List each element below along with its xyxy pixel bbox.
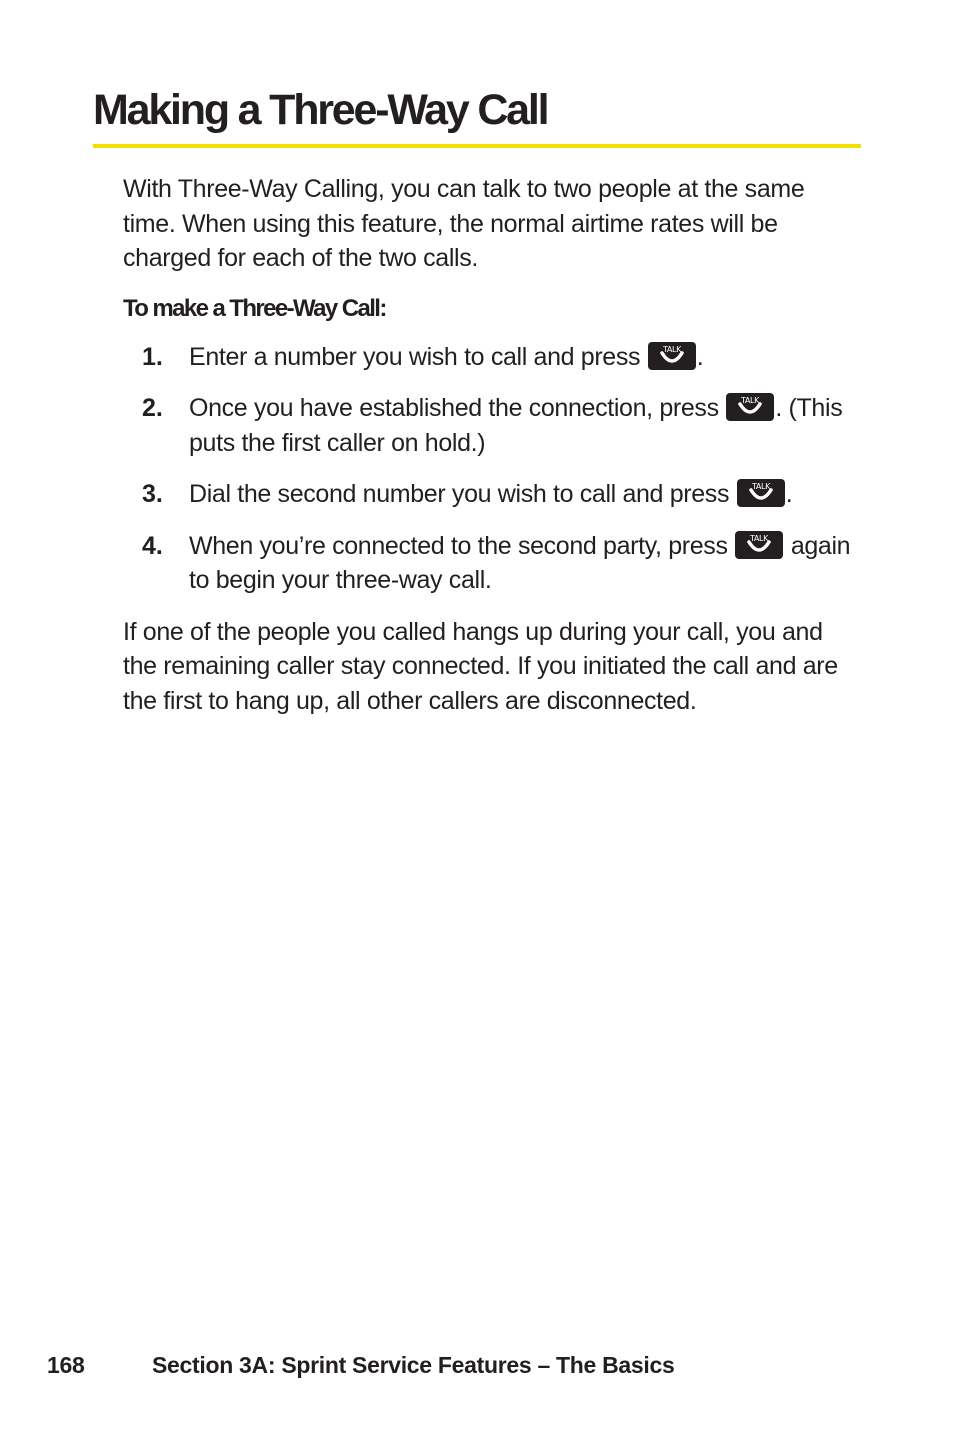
step-item bbox=[123, 477, 858, 512]
step-text: Enter a number you wish to call and press bbox=[189, 342, 641, 371]
section-title: Section 3A: Sprint Service Features – The Basics bbox=[152, 1352, 675, 1378]
step-item bbox=[123, 340, 858, 375]
page-content bbox=[123, 172, 858, 718]
step-text: Once you have established the connection, press bbox=[189, 394, 719, 422]
talk-key-label: TALK bbox=[750, 533, 769, 543]
step-number: 4. bbox=[142, 531, 163, 560]
talk-key-icon bbox=[726, 393, 774, 421]
closing-paragraph: If one of the people you called hangs up during your call, you and the remaining caller stay connected. If you initiated the call and are the first to hang up, all other callers are disconnected. bbox=[123, 617, 838, 715]
talk-key-icon bbox=[737, 479, 785, 507]
steps-list bbox=[123, 340, 858, 598]
page-number: 168 bbox=[47, 1352, 85, 1378]
talk-key-icon bbox=[648, 342, 696, 370]
title-underline bbox=[93, 144, 861, 148]
step-item bbox=[123, 391, 858, 460]
step-text-end: again to begin your three-way call. bbox=[189, 531, 851, 594]
step-text-end: . bbox=[785, 480, 793, 508]
step-text-end: . bbox=[696, 342, 704, 371]
step-number: 3. bbox=[142, 480, 163, 508]
procedure-heading: To make a Three-Way Call: bbox=[123, 294, 386, 322]
step-text: When you’re connected to the second party, press bbox=[189, 531, 728, 560]
step-text: Dial the second number you wish to call and press bbox=[189, 480, 730, 508]
step-text-end: . (This puts the first caller on hold.) bbox=[189, 394, 843, 457]
step-number: 1. bbox=[142, 342, 163, 371]
talk-key-label: TALK bbox=[662, 344, 681, 354]
talk-key-label: TALK bbox=[741, 396, 760, 405]
talk-key-label: TALK bbox=[751, 482, 770, 491]
page-title: Making a Three-Way Call bbox=[93, 86, 548, 134]
intro-paragraph: With Three-Way Calling, you can talk to two people at the same time. When using this feature, the normal airtime rates will be charged for each of the two calls. bbox=[123, 175, 805, 272]
talk-key-icon bbox=[735, 531, 783, 559]
step-item bbox=[123, 529, 858, 598]
step-number: 2. bbox=[142, 394, 163, 422]
page-footer bbox=[47, 1349, 674, 1381]
